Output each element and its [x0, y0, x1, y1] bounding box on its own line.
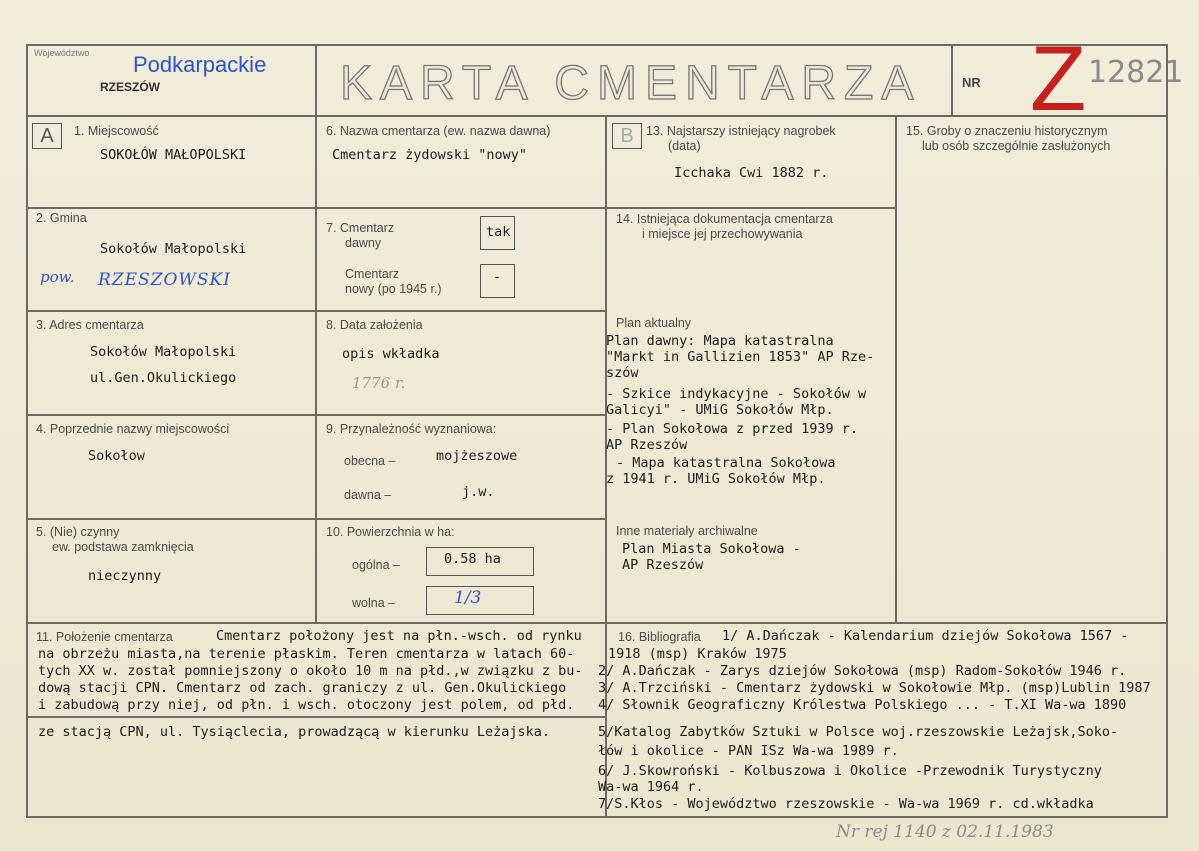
f7-nowy-label2: nowy (po 1945 r.) [345, 282, 442, 296]
prev-wojewodztwo: RZESZÓW [100, 80, 160, 94]
wojewodztwo-value: Podkarpackie [133, 52, 267, 77]
f16-line: 7/S.Kłos - Województwo rzeszowskie - Wa-wa 1969 r. cd.wkładka [598, 796, 1094, 812]
rule-mid [26, 622, 1168, 624]
f13-value: Icchaka Cwi 1882 r. [674, 165, 829, 181]
rule-col1 [315, 44, 317, 622]
f7-nowy-label1: Cmentarz [345, 267, 400, 281]
f8-handwritten-date: 1776 r. [352, 374, 406, 392]
f14-plan-line: "Markt in Gallizien 1853" AP Rze- [606, 349, 875, 365]
f16-line: 3/ A.Trzciński - Cmentarz żydowski w Sokołowie Młp. (msp)Lublin 1987 [598, 680, 1151, 696]
registry-note: Nr rej 1140 z 02.11.1983 [836, 822, 1054, 842]
f3-label: 3. Adres cmentarza [36, 318, 144, 332]
f14-plan-line: AP Rzeszów [606, 437, 688, 453]
f9-obecna-value: mojżeszowe [436, 448, 518, 464]
f8-value: opis wkładka [342, 346, 440, 362]
rule-c4 [316, 518, 606, 520]
rule-c1 [316, 207, 606, 209]
rule-top [26, 44, 1168, 46]
f11-line: na obrzeżu miasta,na terenie płaskim. Teren cmentarza w latach 60- [38, 646, 575, 662]
f5-label1: 5. (Nie) czynny [36, 525, 120, 539]
f7-dawny-value: tak [486, 224, 511, 240]
f9-obecna-label: obecna – [344, 454, 396, 468]
f16-line: 4/ Słownik Geograficzny Królestwa Polskiego ... - T.XI Wa-wa 1890 [598, 697, 1127, 713]
f14-plan-line: Plan dawny: Mapa katastralna [606, 333, 834, 349]
rule-col3 [895, 115, 897, 622]
f5-value: nieczynny [88, 568, 162, 584]
f6-label: 6. Nazwa cmentarza (ew. nazwa dawna) [326, 124, 551, 138]
f16-line: 1918 (msp) Kraków 1975 [608, 646, 787, 662]
nr-value: 12821 [1088, 55, 1184, 90]
f2-pow-prefix: pow. [40, 268, 75, 286]
rule-section11 [26, 716, 606, 718]
f8-label: 8. Data założenia [326, 318, 423, 332]
f9-label: 9. Przynależność wyznaniowa: [326, 422, 497, 436]
f11-line: i zabudową przy niej, od płn. i wsch. otoczony jest polem, od płd. [38, 697, 575, 713]
rule-a3 [26, 414, 316, 416]
card-title: KARTA CMENTARZA [340, 57, 922, 110]
f14-plan-line: szów [606, 365, 639, 381]
f13-label2: (data) [668, 139, 701, 153]
f2-value: Sokołów Małopolski [100, 241, 247, 257]
rule-left [26, 44, 28, 818]
nr-stamp-letter: Z [1030, 28, 1087, 130]
f16-line: 2/ A.Dańczak - Zarys dziejów Sokołowa (msp) Radom-Sokołów 1946 r. [598, 663, 1127, 679]
f16-line: 6/ J.Skowroński - Kolbuszowa i Okolice -Przewodnik Turystyczny [598, 763, 1102, 779]
f14-label2: i miejsce jej przechowywania [642, 227, 803, 241]
f10-ogolna-value: 0.58 ha [444, 551, 501, 567]
f1-label: 1. Miejscowość [74, 124, 159, 138]
f13-label1: 13. Najstarszy istniejący nagrobek [646, 124, 836, 138]
f11-label: 11. Położenie cmentarza [36, 630, 173, 644]
f1-value: SOKOŁÓW MAŁOPOLSKI [100, 147, 247, 163]
f14-plan-line: - Szkice indykacyjne - Sokołów w [606, 386, 867, 402]
f10-ogolna-label: ogólna – [352, 558, 400, 572]
f16-line: 1/ A.Dańczak - Kalendarium dziejów Sokołowa 1567 - [722, 628, 1129, 644]
f11-line: tych XX w. został pomniejszony o około 10 m na płd.,w związku z bu- [38, 663, 583, 679]
f14-plan-line: z 1941 r. UMiG Sokołów Młp. [606, 471, 826, 487]
rule-b1 [606, 207, 896, 209]
f15-label1: 15. Groby o znaczeniu historycznym [906, 124, 1108, 138]
rule-c3 [316, 414, 606, 416]
f16-label: 16. Bibliografia [618, 630, 701, 644]
f7-label: 7. Cmentarz [326, 221, 395, 235]
f2-pow-value: RZESZOWSKI [98, 270, 231, 290]
f4-label: 4. Poprzednie nazwy miejscowości [36, 422, 230, 436]
f14-inne-line: AP Rzeszów [622, 557, 704, 573]
f15-label2: lub osób szczególnie zasłużonych [922, 139, 1111, 153]
f14-plan-aktualny: Plan aktualny [616, 316, 692, 330]
f7-nowy-value: - [493, 269, 502, 285]
f9-dawna-value: j.w. [462, 484, 495, 500]
f4-value: Sokołow [88, 448, 145, 464]
f2-label: 2. Gmina [36, 211, 87, 225]
f9-dawna-label: dawna – [344, 488, 392, 502]
nr-label: NR [962, 75, 981, 90]
rule-a2 [26, 310, 316, 312]
rule-a1 [26, 207, 316, 209]
f11-first-line: Cmentarz położony jest na płn.-wsch. od rynku [216, 628, 582, 644]
f14-plan-line: - Mapa katastralna Sokołowa [616, 455, 836, 471]
rule-nr [951, 44, 953, 115]
f14-plan-line: - Plan Sokołowa z przed 1939 r. [606, 421, 858, 437]
f6-value: Cmentarz żydowski "nowy" [332, 147, 528, 163]
section-b-letter: B [612, 123, 642, 149]
f10-wolna-value: 1/3 [454, 588, 482, 608]
rule-bottom [26, 816, 1168, 818]
f3-line2: ul.Gen.Okulickiego [90, 370, 237, 386]
wojewodztwo-label: Województwo [34, 48, 90, 58]
rule-a4 [26, 518, 316, 520]
rule-c2 [316, 310, 606, 312]
f14-inne-line: Plan Miasta Sokołowa - [622, 541, 801, 557]
f3-line1: Sokołów Małopolski [90, 344, 237, 360]
rule-right [1166, 44, 1168, 818]
f16-line: 5/Katalog Zabytków Sztuki w Polsce woj.rzeszowskie Leżajsk,Soko- [598, 724, 1119, 740]
f14-plan-line: Galicyi" - UMiG Sokołów Młp. [606, 402, 834, 418]
f11-continuation: ze stacją CPN, ul. Tysiąclecia, prowadzącą w kierunku Leżajska. [38, 724, 551, 740]
f5-label2: ew. podstawa zamknięcia [52, 540, 194, 554]
f16-line: łów i okolice - PAN ISz Wa-wa 1989 r. [598, 743, 899, 759]
f7-dawny-label: dawny [345, 236, 382, 250]
f11-line: dową stacji CPN. Cmentarz od zach. graniczy z ul. Gen.Okulickiego [38, 680, 567, 696]
f10-label: 10. Powierzchnia w ha: [326, 525, 455, 539]
f16-line: Wa-wa 1964 r. [598, 779, 704, 795]
section-a-letter: A [32, 123, 62, 149]
rule-header-bottom [26, 115, 1168, 117]
f10-wolna-label: wolna – [352, 596, 396, 610]
f14-label1: 14. Istniejąca dokumentacja cmentarza [616, 212, 833, 226]
f14-inne-label: Inne materiały archiwalne [616, 524, 758, 538]
